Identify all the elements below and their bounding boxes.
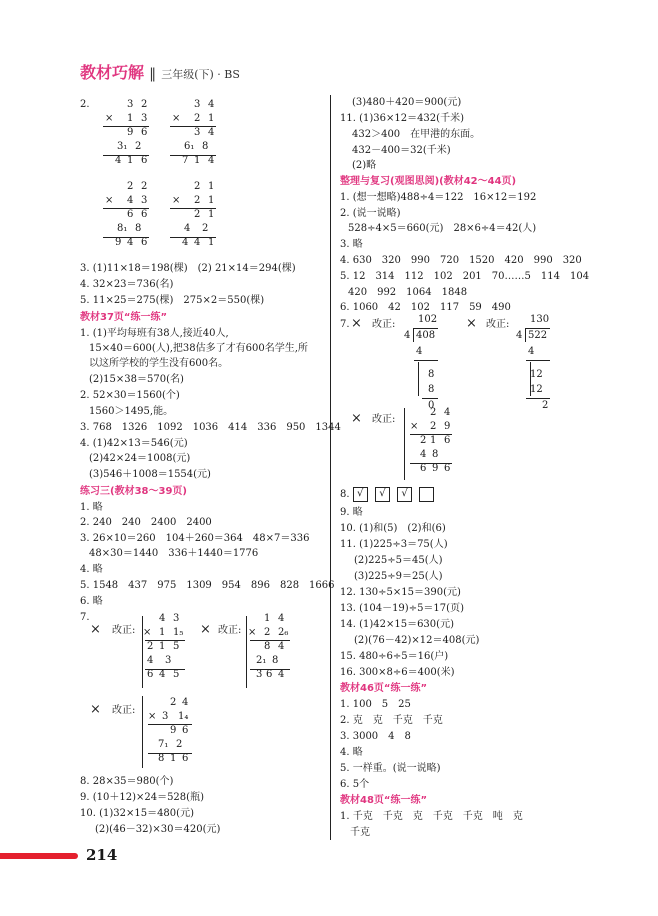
answer-line: 10. (1)和(5) (2)和(6) xyxy=(340,523,446,534)
answer-line: (2)225÷5＝45(人) xyxy=(354,555,443,566)
section-heading: 教材48页“练一练” xyxy=(340,795,428,806)
section-heading: 整理与复习(观图思阅)(教材42～44页) xyxy=(340,176,517,187)
answer-line: 12. 130÷5×15＝390(元) xyxy=(340,587,461,598)
fix-label: 改正: xyxy=(112,705,136,716)
division-step: 2 xyxy=(542,400,549,411)
section-heading: 练习三(教材38～39页) xyxy=(80,486,187,497)
division-step: 8 xyxy=(428,384,435,395)
answer-line: 14. (1)42×15＝630(元) xyxy=(340,619,454,630)
answer-line: 10. (1)32×15＝480(元) xyxy=(80,808,194,819)
check-box: √ xyxy=(397,487,412,502)
answer-line: 11. (1)36×12＝432(千米) xyxy=(340,113,464,124)
division-rule xyxy=(422,398,438,399)
answer-line: 15. 480÷6÷5＝16(户) xyxy=(340,651,449,662)
answer-line: 3. (1)11×18＝198(棵) (2) 21×14＝294(棵) xyxy=(80,263,296,274)
answer-line: (2)42×24＝1008(元) xyxy=(89,453,191,464)
fix-divider xyxy=(142,696,143,768)
answer-line: (3)546＋1008＝1554(元) xyxy=(89,469,211,480)
division-bracket xyxy=(413,328,414,342)
answer-line: 3. 略 xyxy=(340,239,363,250)
division-bracket xyxy=(525,328,526,342)
footer-bar xyxy=(0,853,78,859)
answer-line: 15×40＝600(人),把38估多了才有600名学生,所 xyxy=(89,343,308,354)
answer-line: (3)225÷9＝25(人) xyxy=(354,571,443,582)
answer-line: 48×30＝1440 336＋1440＝1776 xyxy=(89,548,259,559)
cross-mark: × xyxy=(466,316,477,331)
q2-label: 2. xyxy=(80,99,90,110)
header-separator: ‖ xyxy=(149,66,157,82)
quotient: 102 xyxy=(418,314,438,325)
answer-line: 1. 100 5 25 xyxy=(340,699,411,710)
answer-line: 4. 略 xyxy=(340,747,363,758)
divisor: 4 xyxy=(404,330,411,341)
answer-line: (2)(76－42)×12＝408(元) xyxy=(354,635,480,646)
answer-line: 9. 略 xyxy=(340,507,363,518)
section-heading: 教材37页“练一练” xyxy=(80,312,168,323)
answer-line: 1. (1)平均每班有38人,接近40人, xyxy=(80,328,229,339)
division-step: 0 xyxy=(428,400,435,411)
answer-line: 8. 28×35＝980(个) xyxy=(80,776,174,787)
calc-a-rule-2 xyxy=(103,155,149,156)
fix-b-rule-1 xyxy=(250,640,290,641)
answer-line: 1. 千克 千克 克 千克 千克 吨 克 xyxy=(340,811,523,822)
fix-right-rule-2 xyxy=(410,463,452,464)
answer-line: 4. 32×23＝736(名) xyxy=(80,279,174,290)
answer-line: (2)15×38＝570(名) xyxy=(89,374,184,385)
page-number: 214 xyxy=(86,846,118,864)
check-box: √ xyxy=(375,487,390,502)
cross-mark: × xyxy=(351,411,362,426)
answer-line: 2. 克 克 千克 千克 xyxy=(340,715,443,726)
answer-line: (3)480＋420＝900(元) xyxy=(352,97,462,108)
q8-label: 8. xyxy=(340,489,350,500)
fix-divider xyxy=(246,616,247,688)
calc-d-rule-1 xyxy=(170,208,216,209)
fix-divider xyxy=(404,408,405,480)
answer-line: 9. (10＋12)×24＝528(瓶) xyxy=(80,792,204,803)
answer-line: 5. 12 314 112 102 201 70……5 114 104 xyxy=(340,271,590,282)
answer-line: 420 992 1064 1848 xyxy=(348,287,468,298)
answer-line: 13. (104－19)÷5＝17(页) xyxy=(340,603,464,614)
cross-mark: × xyxy=(90,622,101,637)
answer-line: (2)(46－32)×30＝420(元) xyxy=(95,824,221,835)
fix-a-rule-2 xyxy=(145,669,185,670)
division-bar xyxy=(414,328,438,329)
answer-line: 3. 3000 4 8 xyxy=(340,731,411,742)
fix-calc-right: 2 4 × 2 9 2 1 6 4 8 6 9 6 xyxy=(410,407,451,474)
calc-d-rule-2 xyxy=(170,237,216,238)
answer-line: 3. 768 1326 1092 1036 414 336 950 1344 xyxy=(80,422,341,433)
check-box: √ xyxy=(353,487,368,502)
division-step: 12 xyxy=(530,384,543,395)
calc-b-rule-2 xyxy=(170,155,216,156)
vertical-calc-c: 2 2 × 4 3 6 6 8₁ 8 9 4 6 xyxy=(105,181,148,248)
vertical-calc-b: 3 4 × 2 1 3 4 6₁ 8 7 1 4 xyxy=(172,99,215,166)
calc-c-rule-1 xyxy=(103,208,149,209)
division-vertical xyxy=(530,362,531,396)
q8-row xyxy=(340,487,438,503)
calc-b-rule-1 xyxy=(170,126,216,127)
division-rule xyxy=(526,360,550,361)
answer-line: 4. (1)42×13＝546(元) xyxy=(80,438,188,449)
fix-label: 改正: xyxy=(372,319,396,330)
fix-calc-c: 2 4 × 3 1₄ 9 6 7₁ 2 8 1 6 xyxy=(148,697,189,764)
answer-line: 16. 300×8÷6＝400(米) xyxy=(340,667,455,678)
check-box xyxy=(419,487,434,502)
answer-line: 6. 5个 xyxy=(340,779,370,790)
fix-c-rule-1 xyxy=(148,724,192,725)
column-divider xyxy=(330,95,331,840)
cross-mark: × xyxy=(351,316,362,331)
q7-label: 7. xyxy=(80,612,90,623)
answer-line: 1. (想一想略)488÷4＝122 16×12＝192 xyxy=(340,192,537,203)
fix-b-rule-2 xyxy=(250,669,290,670)
answer-line: 5. 一样重。(说一说略) xyxy=(340,763,441,774)
answer-line: 11. (1)225÷3＝75(人) xyxy=(340,539,448,550)
q7-label: 7. xyxy=(340,319,350,330)
answer-line: 6. 1060 42 102 117 59 490 xyxy=(340,302,511,313)
cross-mark: × xyxy=(90,702,101,717)
division-vertical xyxy=(418,362,419,396)
header-brand: 教材巧解 xyxy=(80,63,145,82)
divisor: 4 xyxy=(516,330,523,341)
answer-line: 432－400＝32(千米) xyxy=(352,145,451,156)
division-step: 12 xyxy=(530,369,543,380)
page-header xyxy=(80,60,240,82)
answer-line: (2)略 xyxy=(352,160,377,171)
answer-line: 2. (说一说略) xyxy=(340,208,401,219)
fix-right-rule-1 xyxy=(410,434,452,435)
quotient: 130 xyxy=(530,314,550,325)
vertical-calc-a: 3 2 × 1 3 9 6 3₁ 2 4 1 6 xyxy=(105,99,148,166)
answer-line: 4. 630 320 990 720 1520 420 990 320 xyxy=(340,255,582,266)
answer-line: 4. 略 xyxy=(80,564,103,575)
fix-a-rule-1 xyxy=(145,640,185,641)
header-subtitle: 三年级(下) · BS xyxy=(161,68,240,81)
answer-line: 5. 11×25＝275(棵) 275×2＝550(棵) xyxy=(80,295,265,306)
fix-label: 改正: xyxy=(218,625,242,636)
calc-c-rule-2 xyxy=(103,237,149,238)
answer-line: 千克 xyxy=(350,827,370,838)
division-step: 8 xyxy=(428,369,435,380)
fix-label: 改正: xyxy=(372,414,396,425)
answer-line: 3. 26×10＝260 104＋260＝364 48×7＝336 xyxy=(80,533,310,544)
dividend: 408 xyxy=(416,330,436,341)
answer-line: 1. 略 xyxy=(80,502,103,513)
answer-line: 432＞400 在甲港的东面。 xyxy=(352,129,481,140)
dividend: 522 xyxy=(528,330,548,341)
answer-line: 2. 240 240 2400 2400 xyxy=(80,517,212,528)
calc-a-rule-1 xyxy=(103,126,149,127)
vertical-calc-d: 2 1 × 2 1 2 1 4 2 4 4 1 xyxy=(172,181,215,248)
answer-line: 2. 52×30＝1560(个) xyxy=(80,390,180,401)
answer-line: 6. 略 xyxy=(80,596,103,607)
answer-line: 1560＞1495,能。 xyxy=(89,406,174,417)
answer-line: 528÷4×5＝660(元) 28×6÷4＝42(人) xyxy=(348,223,537,234)
division-step: 4 xyxy=(416,346,423,357)
division-bar xyxy=(526,328,550,329)
fix-calc-a: 4 3 × 1 1₅ 2 1 5 4 3 6 4 5 xyxy=(143,613,184,680)
answer-line: 5. 1548 437 975 1309 954 896 828 1666 xyxy=(80,580,335,591)
fix-calc-b: 1 4 × 2 2₆ 8 4 2₁ 8 3 6 4 xyxy=(248,613,289,680)
section-heading: 教材46页“练一练” xyxy=(340,683,428,694)
fix-label: 改正: xyxy=(112,625,136,636)
fix-c-rule-2 xyxy=(148,753,192,754)
answer-line: 以这所学校的学生没有600名。 xyxy=(89,358,229,369)
division-rule xyxy=(526,398,550,399)
division-rule xyxy=(414,360,438,361)
division-step: 4 xyxy=(528,346,535,357)
fix-label: 改正: xyxy=(486,319,510,330)
cross-mark: × xyxy=(200,622,211,637)
